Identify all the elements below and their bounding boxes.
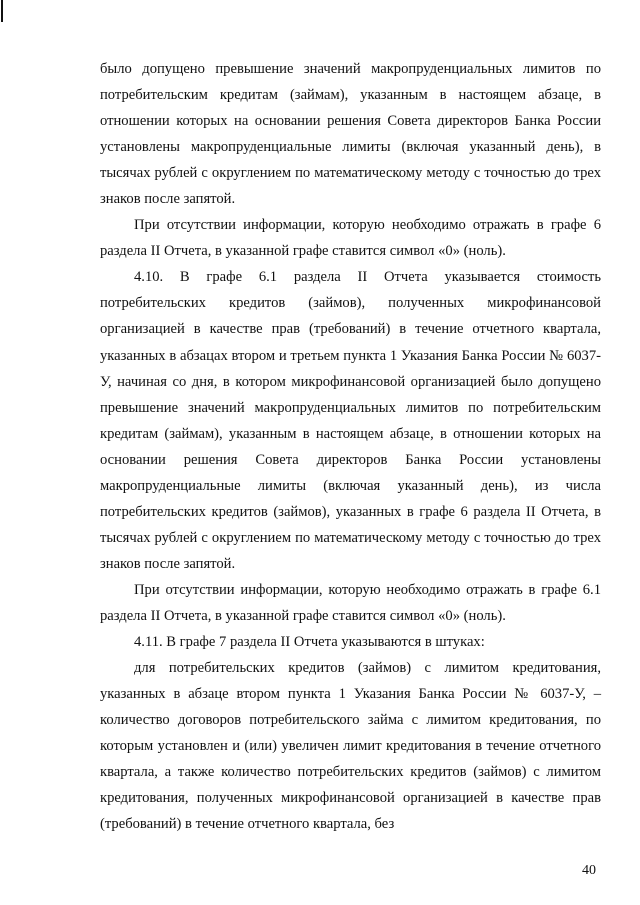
page-number: 40	[582, 863, 596, 878]
paragraph-1: было допущено превышение значений макропруденциальных лимитов по потребительским кредитам (займам), указанным в настоящем абзаце, в отношении которых на основании решения Совета директоров Банка России установлены макропруденциальные лимиты (включая указанный день), в тысячах рублей с округлением по математическому методу с точностью до трех знаков после запятой.	[100, 61, 601, 208]
paragraph-3: 4.10. В графе 6.1 раздела II Отчета указывается стоимость потребительских кредитов (займов), полученных микрофинансовой организацией в качестве прав (требований) в течение отчетного квартала, указанных в абзацах втором и третьем пункта 1 Указания Банка России № 6037-У, начиная со дня, в котором микрофинансовой организацией было допущено превышение значений макропруденциальных лимитов по потребительским кредитам (займам), указанным в настоящем абзаце, в отношении которых на основании решения Совета директоров Банка России установлены макропруденциальные лимиты (включая указанный день), из числа потребительских кредитов (займов), указанных в графе 6 раздела II Отчета, в тысячах рублей с округлением по математическому методу с точностью до трех знаков после запятой.	[100, 269, 601, 572]
paragraph-2: При отсутствии информации, которую необходимо отражать в графе 6 раздела II Отчета, в указанной графе ставится символ «0» (ноль).	[100, 217, 601, 260]
paragraph-4: При отсутствии информации, которую необходимо отражать в графе 6.1 раздела II Отчета, в указанной графе ставится символ «0» (ноль).	[100, 581, 601, 624]
margin-rule	[1, 0, 3, 22]
document-body	[100, 56, 601, 837]
paragraph-6: для потребительских кредитов (займов) с лимитом кредитования, указанных в абзаце втором пункта 1 Указания Банка России № 6037-У, – количество договоров потребительского займа с лимитом кредитования, по которым установлен и (или) увеличен лимит кредитования в течение отчетного квартала, а также количество потребительских кредитов (займов) с лимитом кредитования, полученных микрофинансовой организацией в качестве прав (требований) в течение отчетного квартала, без	[100, 660, 601, 833]
paragraph-5: 4.11. В графе 7 раздела II Отчета указываются в штуках:	[134, 634, 485, 651]
